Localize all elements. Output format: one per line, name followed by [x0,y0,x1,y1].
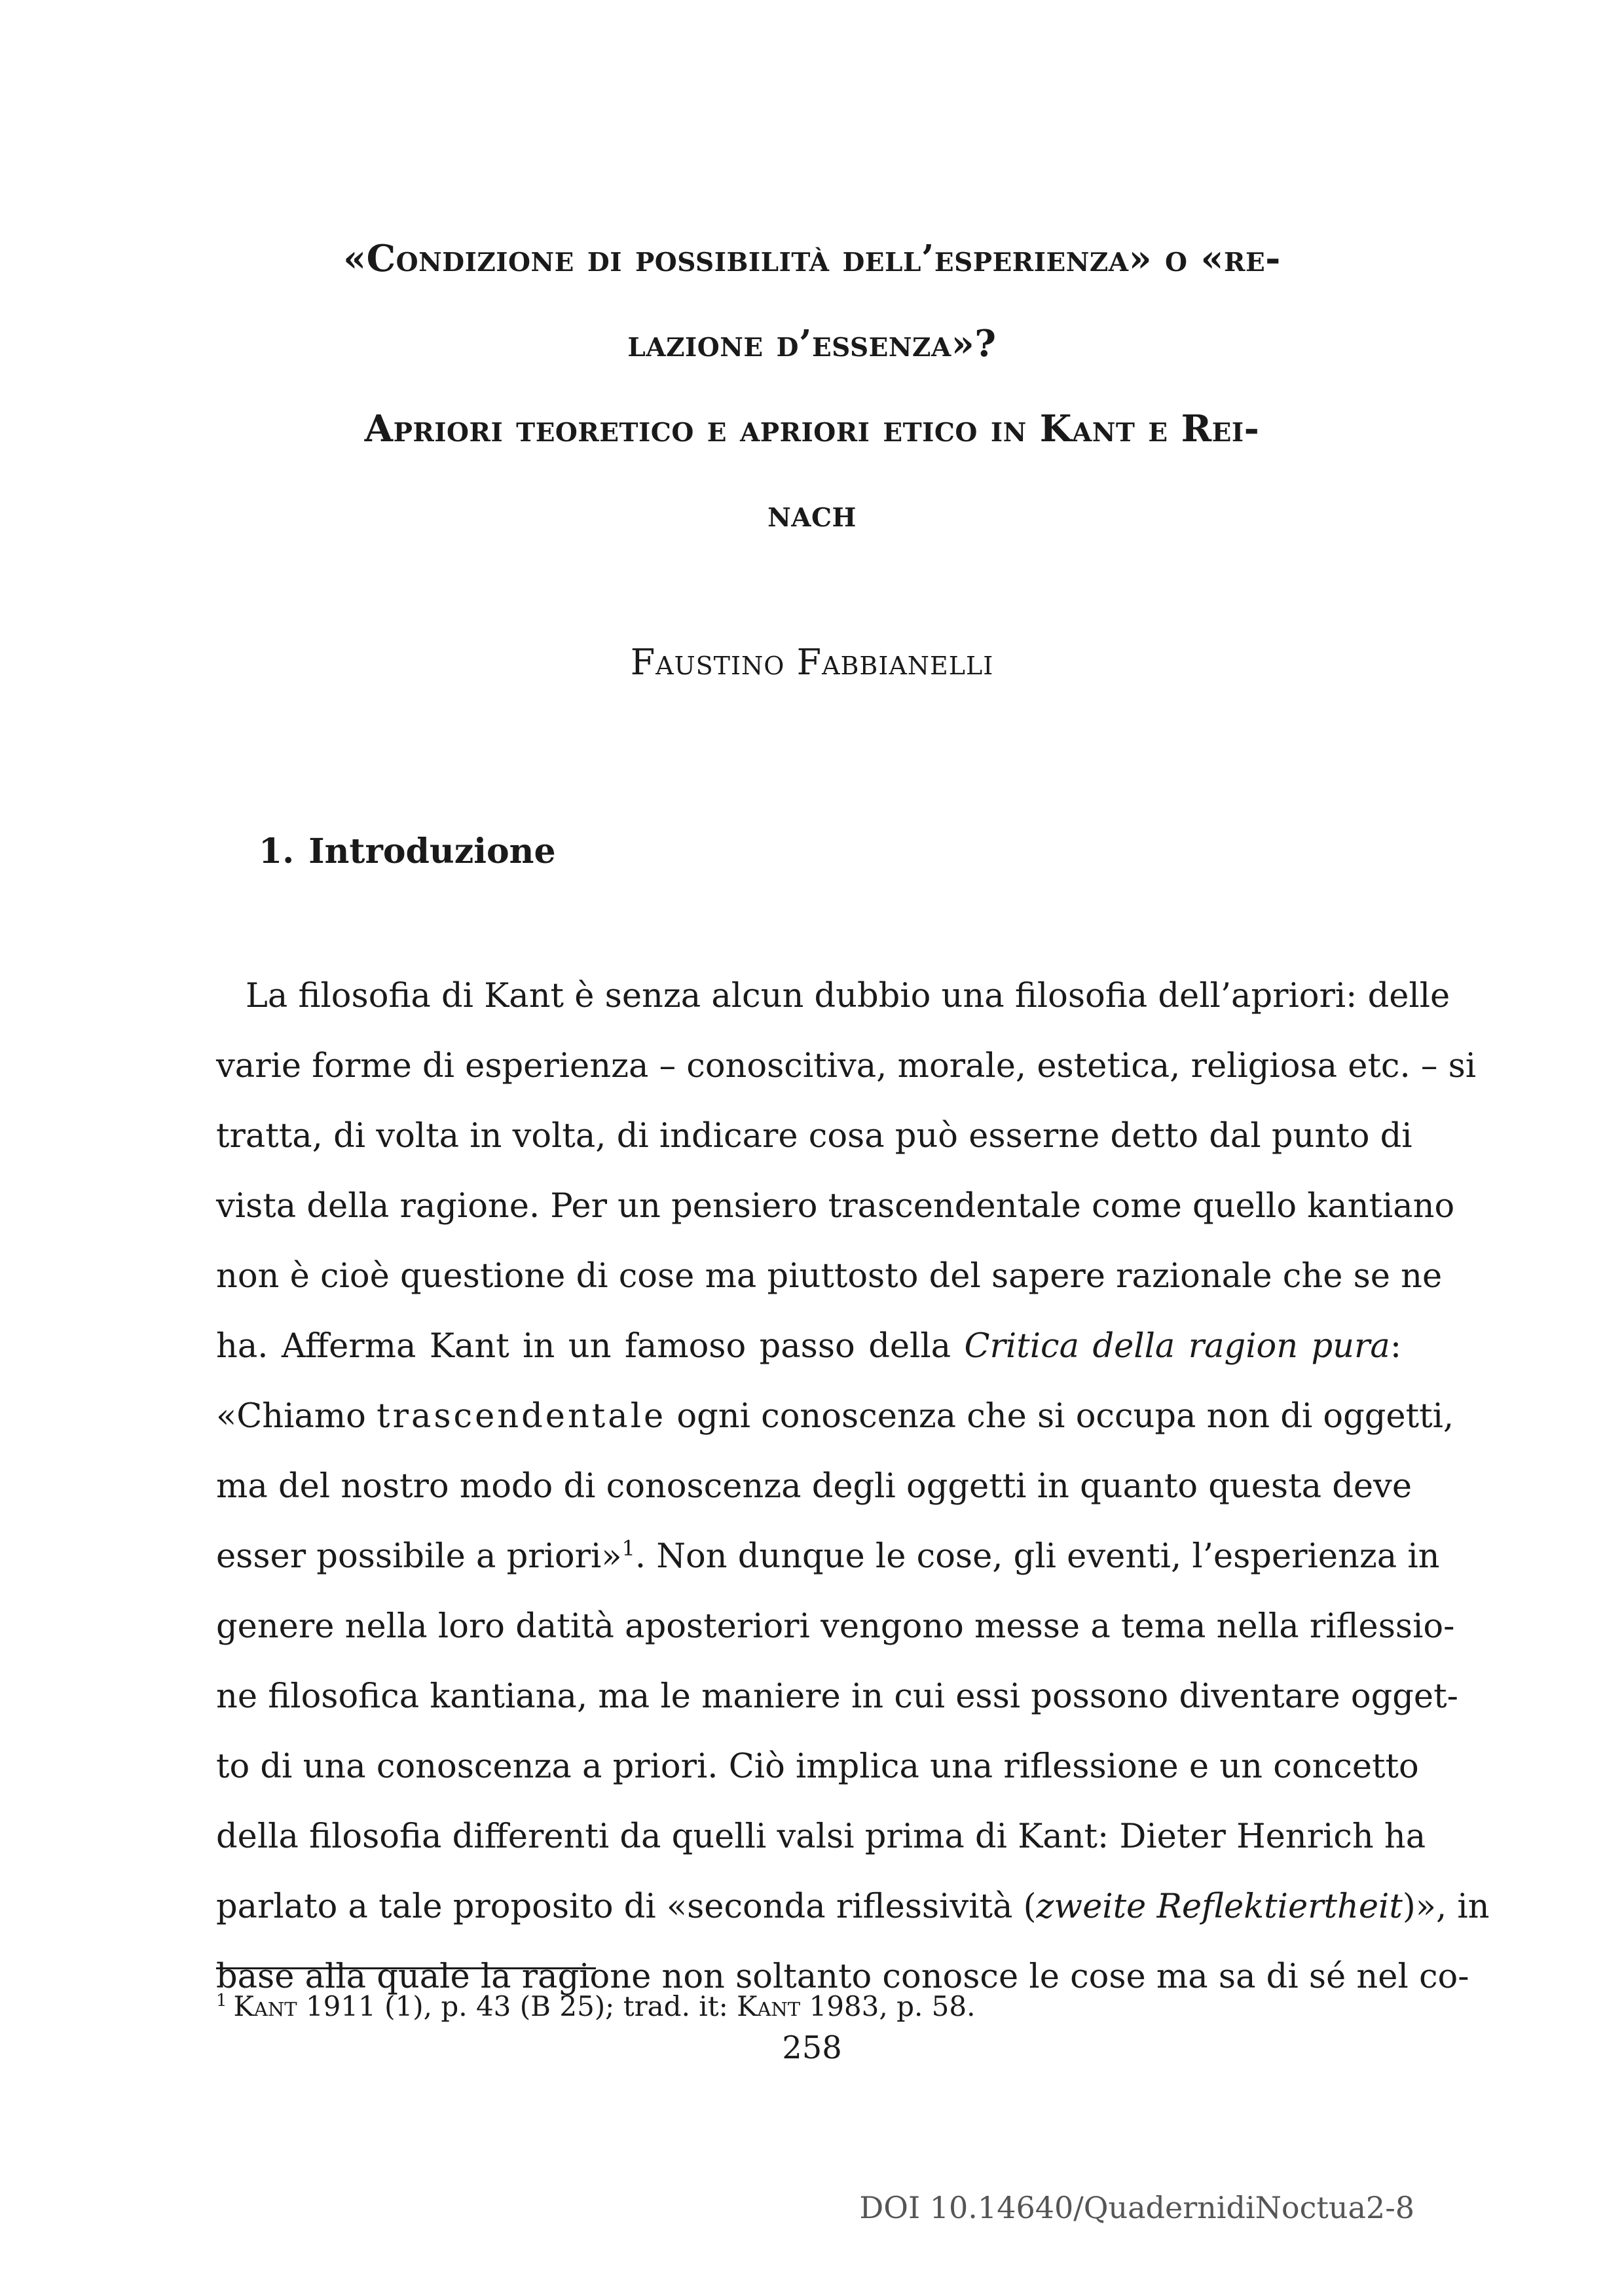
body-paragraph [216,961,1490,2012]
text-line: ma del nostro modo di conoscenza degli oggetti in quanto questa deve [216,1467,1412,1506]
text-run: : [1390,1327,1401,1366]
text-run: esser possibile a priori» [216,1537,622,1576]
text-run: . Non dunque le cose, gli eventi, l’esperienza in [635,1537,1440,1576]
text-run: parlato a tale proposito di «seconda riflessività ( [216,1887,1037,1926]
text-line [216,1381,1454,1451]
footnote-author: Kant [233,1990,297,2022]
footnote-text: 1911 (1), p. 43 (B 25); trad. it: [297,1990,737,2022]
doi-label: DOI 10.14640/QuadernidiNoctua2-8 [859,2190,1414,2225]
text-run: ha. Afferma Kant in un famoso passo della [216,1327,965,1366]
text-line: varie forme di esperienza – conoscitiva, morale, estetica, religiosa etc. – si [216,1047,1477,1085]
text-line: La filosofia di Kant è senza alcun dubbio una filosofia dell’apriori: delle [246,977,1450,1015]
author-name: Faustino Fabbianelli [630,642,994,683]
text-line: to di una conoscenza a priori. Ciò implica una riflessione e un concetto [216,1747,1419,1786]
text-run: «Chiamo [216,1397,377,1436]
title-line: «Condizione di possibilità dell’esperienza» o «re- [343,237,1281,280]
title-line: lazione d’essenza»? [627,322,997,365]
footnote-divider [216,1967,596,1969]
text-line: non è cioè questione di cose ma piuttosto del sapere razionale che se ne [216,1257,1443,1296]
italic-title: Critica della ragion pura [964,1327,1390,1366]
spaced-term: trascendentale [377,1397,667,1436]
text-line: vista della ragione. Per un pensiero trascendentale come quello kantiano [216,1187,1455,1226]
section-title: Introduzione [308,831,556,871]
text-run: ogni conoscenza che si occupa non di oggetti, [666,1397,1454,1436]
footnote-text: 1983, p. 58. [800,1990,976,2022]
text-line: tratta, di volta in volta, di indicare cosa può esserne detto dal punto di [216,1117,1412,1156]
article-title [196,216,1428,556]
text-line [216,1872,1490,1942]
section-heading [259,831,556,871]
text-line: ne filosofica kantiana, ma le maniere in cui essi possono diventare ogget- [216,1677,1458,1716]
text-run: )», in [1402,1887,1490,1926]
section-number: 1. [259,831,295,871]
title-line: nach [767,492,857,536]
italic-term: zweite Reflektiertheit [1036,1887,1403,1926]
title-line: Apriori teoretico e apriori etico in Kant e Rei- [364,407,1260,450]
footnote [216,1990,975,2022]
text-line: base alla quale la ragione non soltanto conosce le cose ma sa di sé nel co- [216,1958,1469,1996]
footnote-marker: 1 [216,1991,227,2011]
text-line [216,1311,1401,1381]
page-number: 258 [782,2030,842,2066]
footnote-author: Kant [737,1990,801,2022]
text-line: genere nella loro datità aposteriori vengono messe a tema nella riflessio- [216,1607,1455,1646]
footnote-reference[interactable]: 1 [621,1536,635,1561]
text-line [216,1522,1440,1592]
text-line: della filosofia differenti da quelli valsi prima di Kant: Dieter Henrich ha [216,1817,1426,1856]
